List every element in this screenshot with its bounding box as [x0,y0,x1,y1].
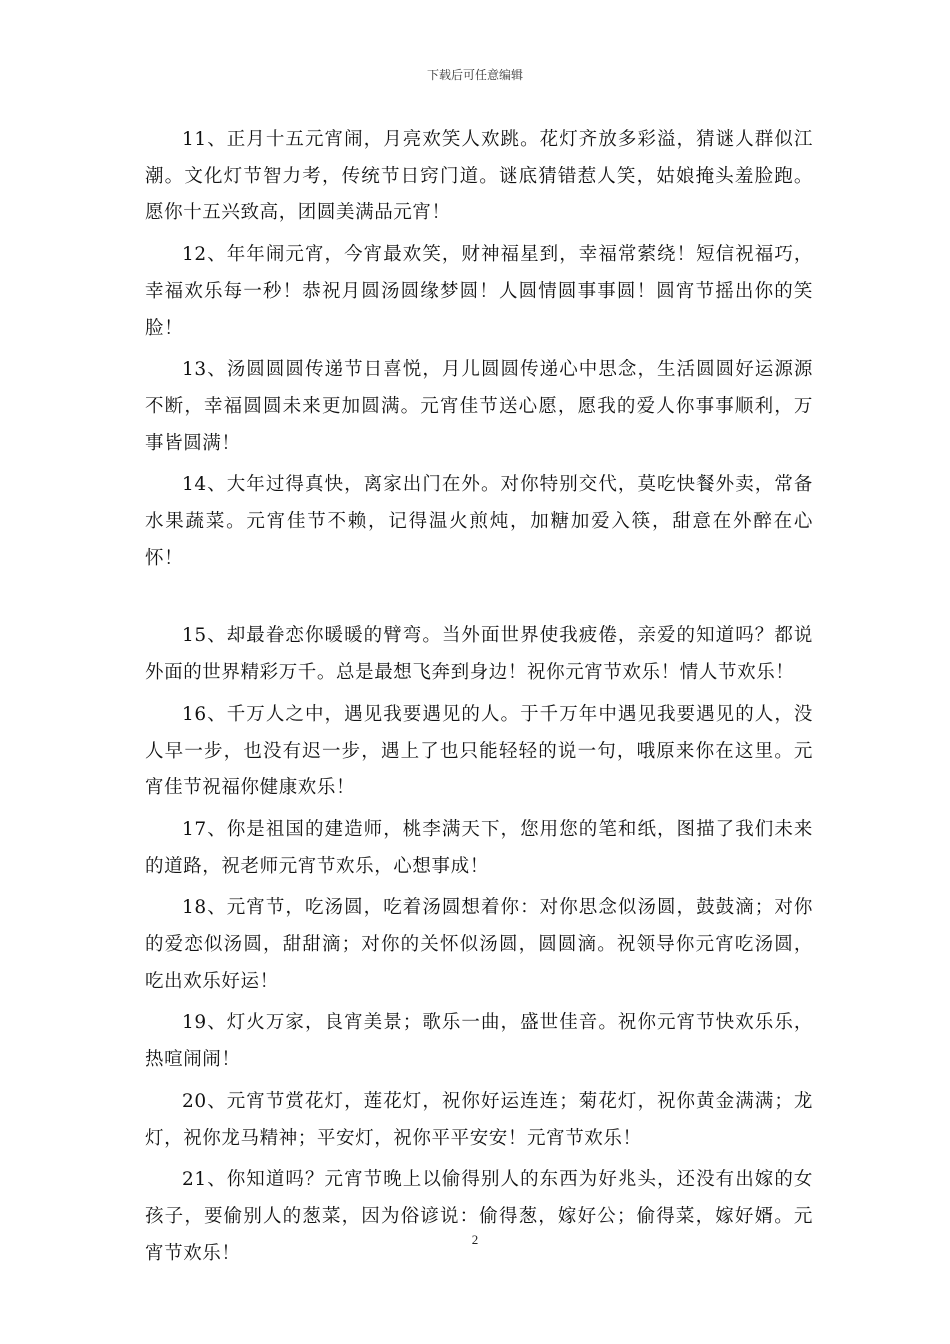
paragraph-19: 19、灯火万家，良宵美景；歌乐一曲，盛世佳音。祝你元宵节快欢乐乐，热喧闹闹！ [145,1012,813,1071]
blank-line [145,582,813,618]
paragraph-20: 20、元宵节赏花灯，莲花灯，祝你好运连连；菊花灯，祝你黄金满满；龙灯，祝你龙马精神；平安灯，祝你平平安安！元宵节欢乐！ [145,1090,813,1149]
paragraph-21: 21、你知道吗？元宵节晚上以偷得别人的东西为好兆头，还没有出嫁的女孩子，要偷别人的葱菜，因为俗谚说：偷得葱，嫁好公；偷得菜，嫁好婿。元宵节欢乐！ [145,1169,813,1264]
page-header: 下载后可任意编辑 [426,68,523,82]
document-body [145,122,813,1277]
paragraph-14: 14、大年过得真快，离家出门在外。对你特别交代，莫吃快餐外卖，常备水果蔬菜。元宵佳节不赖，记得温火煎炖，加糖加爱入筷，甜意在外醉在心怀！ [145,474,813,569]
paragraph-15: 15、却最眷恋你暖暖的臂弯。当外面世界使我疲倦，亲爱的知道吗？都说外面的世界精彩万千。总是最想飞奔到身边！祝你元宵节欢乐！情人节欢乐！ [145,625,813,684]
paragraph-18: 18、元宵节，吃汤圆，吃着汤圆想着你：对你思念似汤圆，鼓鼓滴；对你的爱恋似汤圆，甜甜滴；对你的关怀似汤圆，圆圆滴。祝领导你元宵吃汤圆，吃出欢乐好运！ [145,897,813,992]
page-number: 2 [471,1232,479,1247]
paragraph-11: 11、正月十五元宵闹，月亮欢笑人欢跳。花灯齐放多彩溢，猜谜人群似江潮。文化灯节智力考，传统节日窍门道。谜底猜错惹人笑，姑娘掩头羞脸跑。愿你十五兴致高，团圆美满品元宵！ [145,129,813,224]
paragraph-12: 12、年年闹元宵，今宵最欢笑，财神福星到，幸福常萦绕！短信祝福巧，幸福欢乐每一秒！恭祝月圆汤圆缘梦圆！人圆情圆事事圆！圆宵节摇出你的笑脸！ [145,244,813,339]
paragraph-17: 17、你是祖国的建造师，桃李满天下，您用您的笔和纸，图描了我们未来的道路，祝老师元宵节欢乐，心想事成！ [145,818,813,877]
paragraph-13: 13、汤圆圆圆传递节日喜悦，月儿圆圆传递心中思念，生活圆圆好运源源不断，幸福圆圆未来更加圆满。元宵佳节送心愿，愿我的爱人你事事顺利，万事皆圆满！ [145,359,813,454]
paragraph-16: 16、千万人之中，遇见我要遇见的人。于千万年中遇见我要遇见的人，没人早一步，也没有迟一步，遇上了也只能轻轻的说一句，哦原来你在这里。元宵佳节祝福你健康欢乐！ [145,703,813,799]
